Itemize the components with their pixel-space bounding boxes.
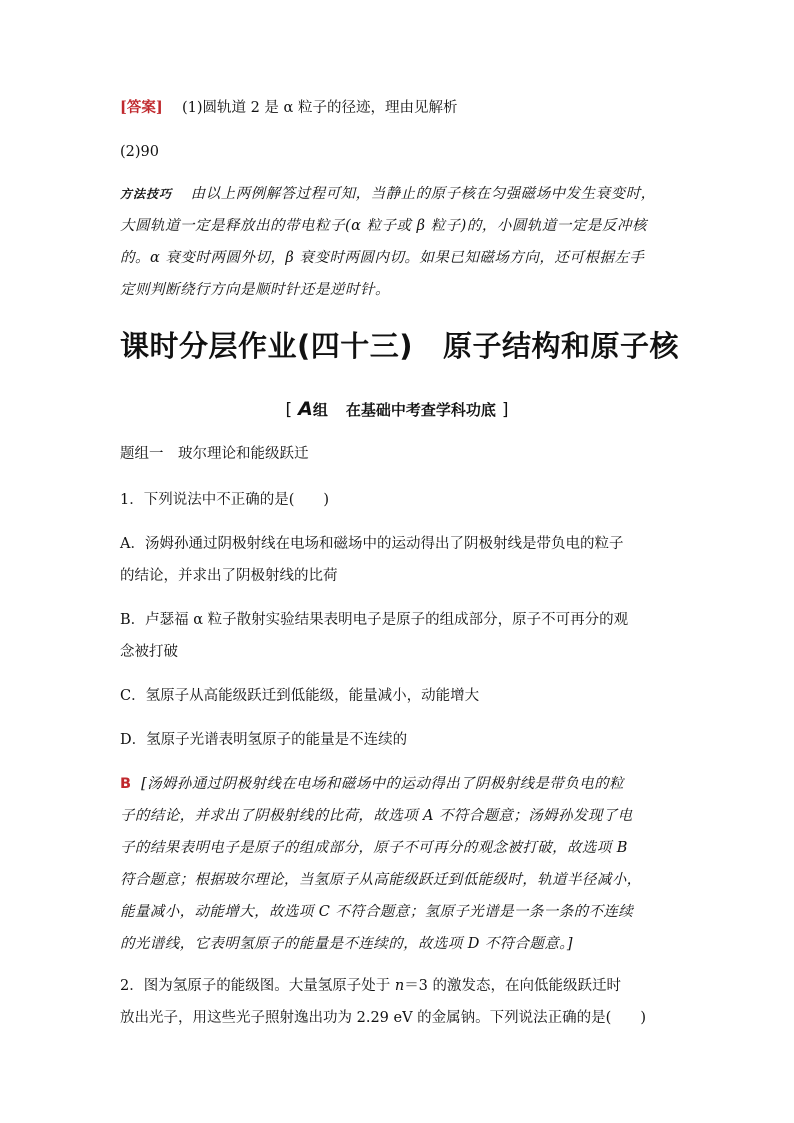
q1-option-a-line-2: 的结论，并求出了阴极射线的比荷 [120, 568, 338, 584]
tip-text-2: 大圆轨道一定是释放出的带电粒子(α 粒子或 β 粒子)的，小圆轨道一定是反冲核 [120, 218, 647, 234]
q1-stem: 1．下列说法中不正确的是( ) [120, 492, 330, 508]
q1-solution-line-3: 子的结果表明电子是原子的组成部分，原子不可再分的观念被打破，故选项 B [120, 840, 628, 856]
q1-solution-line-2: 子的结论，并求出了阴极射线的比荷，故选项 A 不符合题意；汤姆孙发现了电 [120, 808, 633, 824]
group-description: 在基础中考查学科功底 [345, 401, 496, 419]
q2-variable-n: n [394, 978, 405, 994]
group-letter: A [298, 398, 313, 420]
page-title [120, 324, 679, 365]
answer-tag: [答案] [120, 99, 163, 116]
q2-line-1-b: ＝3 的激发态，在向低能级跃迁时 [404, 978, 622, 994]
q1-option-a-line-1: A．汤姆孙通过阴极射线在电场和磁场中的运动得出了阴极射线是带负电的粒子 [120, 536, 624, 552]
q1-solution-line-5: 能量减小，动能增大，故选项 C 不符合题意；氢原子光谱是一条一条的不连续 [120, 904, 634, 920]
answer-line-1 [120, 98, 457, 118]
q2-line-1 [120, 976, 621, 996]
tip-line-1 [120, 184, 656, 204]
q1-answer-letter: B [120, 776, 132, 792]
group-header [0, 398, 794, 420]
q1-option-b-line-1: B．卢瑟福 α 粒子散射实验结果表明电子是原子的组成部分，原子不可再分的观 [120, 612, 629, 628]
q1-solution-line-4: 符合题意；根据玻尔理论，当氢原子从高能级跃迁到低能级时，轨道半径减小， [120, 872, 642, 888]
tip-text-3: 的。α 衰变时两圆外切，β 衰变时两圆内切。如果已知磁场方向，还可根据左手 [120, 250, 645, 266]
q1-solution-line-1 [120, 774, 624, 794]
group-close-bracket: ] [501, 400, 509, 420]
title-main: 课时分层作业(四十三) [120, 329, 414, 363]
answer-part-2: (2)90 [120, 144, 159, 160]
q1-option-b-line-2: 念被打破 [120, 644, 178, 660]
q1-option-c: C．氢原子从高能级跃迁到低能级，能量减小，动能增大 [120, 688, 480, 704]
q1-solution-text-1: [汤姆孙通过阴极射线在电场和磁场中的运动得出了阴极射线是带负电的粒 [141, 776, 624, 792]
q1-solution-line-6: 的光谱线，它表明氢原子的能量是不连续的，故选项 D 不符合题意。] [120, 936, 573, 952]
title-sub: 原子结构和原子核 [443, 329, 680, 363]
q1-option-d: D．氢原子光谱表明氢原子的能量是不连续的 [120, 732, 408, 748]
tip-text-4: 定则判断绕行方向是顺时针还是逆时针。 [120, 282, 390, 298]
topic-heading: 题组一 玻尔理论和能级跃迁 [120, 446, 309, 462]
group-label: 组 [312, 401, 328, 419]
group-open-bracket: [ [285, 400, 293, 420]
tip-label: 方法技巧 [120, 187, 173, 201]
tip-text-1: 由以上两例解答过程可知，当静止的原子核在匀强磁场中发生衰变时， [190, 186, 656, 202]
q2-line-2: 放出光子，用这些光子照射逸出功为 2.29 eV 的金属钠。下列说法正确的是( ) [120, 1010, 646, 1026]
q2-line-1-a: 2．图为氢原子的能级图。大量氢原子处于 [120, 978, 395, 994]
answer-part-1: (1)圆轨道 2 是 α 粒子的径迹，理由见解析 [181, 100, 458, 116]
